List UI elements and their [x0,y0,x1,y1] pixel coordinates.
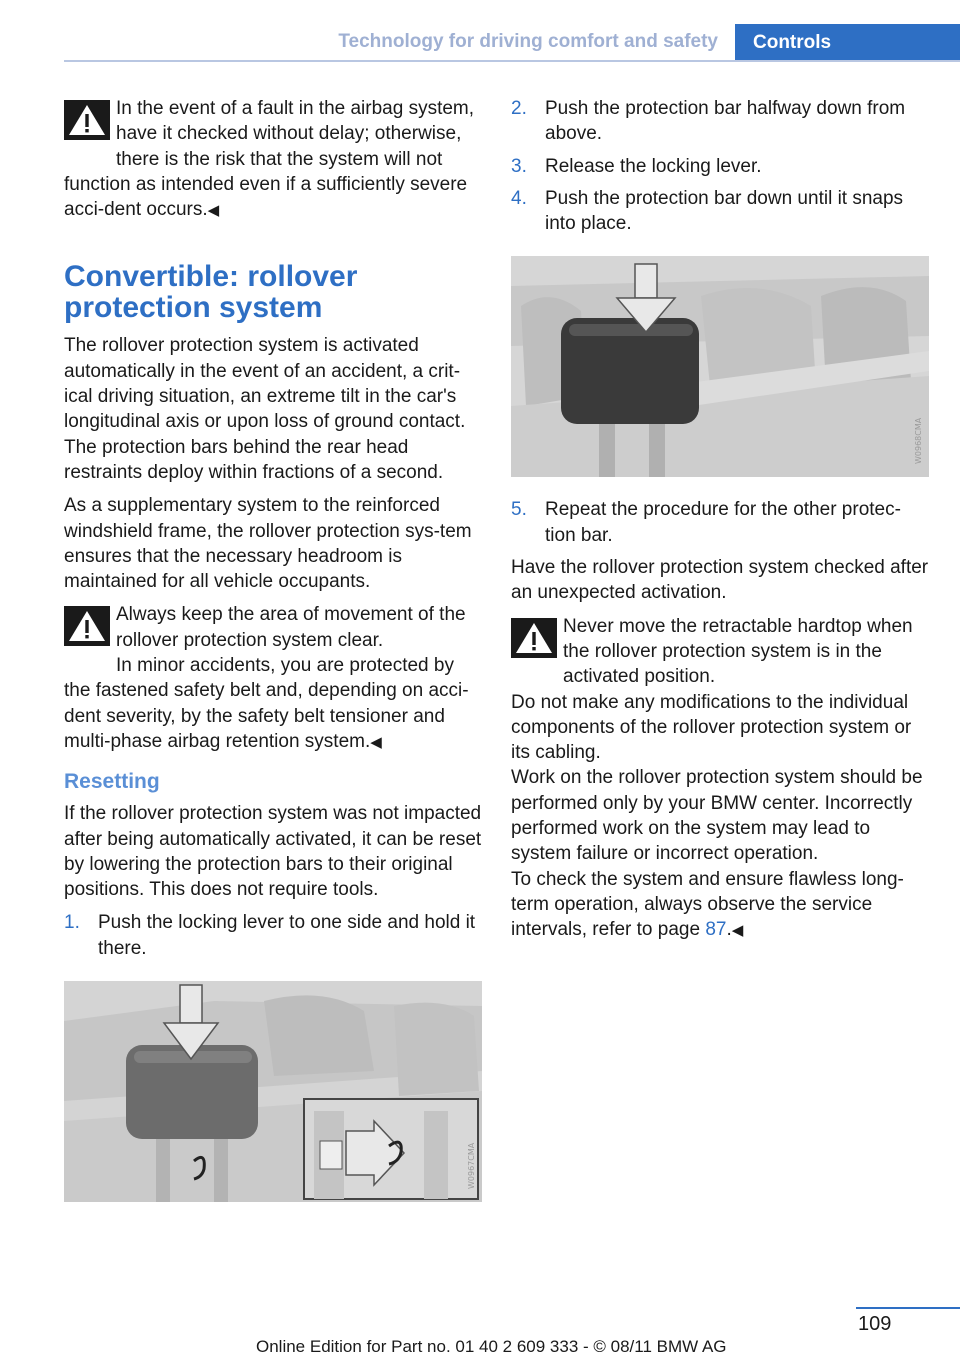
right-column [511,96,929,952]
end-mark-icon: ◀ [370,733,382,751]
service-text-end: . [726,919,732,941]
warning-icon [511,618,563,666]
warning-text-rest: activated position. [563,666,716,688]
hardtop-warning [511,614,929,944]
warning-icon [64,606,116,654]
figure-locking-lever [64,981,482,1202]
step-text: Repeat the procedure for the other protec-tion bar. [545,499,901,546]
page-number: 109 [858,1313,892,1335]
step-number: 1. [64,912,80,934]
figure-code: W0968CMA [914,418,923,465]
left-column [64,96,482,1202]
warning-icon [64,100,116,148]
movement-area-warning [64,602,482,755]
header-rule [64,60,960,62]
warning-text-lead: Always keep the area of movement of the rollover protection system clear. [116,604,466,651]
subsection-heading: Resetting [64,770,160,794]
warning-text-lead: Never move the retractable hardtop when the rollover protection system is in the [563,615,913,662]
warning-service-intervals [511,867,929,944]
header-section-title: Technology for driving comfort and safety [338,31,718,52]
step-text: Release the locking lever. [545,155,762,177]
step-5 [511,497,929,548]
paragraph-check-after-activation: Have the rollover protection system checked after an unexpected activation. [511,557,929,604]
figure-protection-bar [511,256,929,477]
end-mark-icon: ◀ [731,922,744,940]
header-chapter-tab: Controls [735,24,960,62]
step-3 [511,154,929,179]
locking-lever-illustration [64,981,482,1202]
step-4 [511,186,929,237]
warning-bmw-center: Work on the rollover protection system should be performed only by your BMW center. Incorrectly performed work on the system may lead to system failure or incorrect operation. [511,767,923,865]
step-1 [64,910,482,961]
warning-text-rest: In minor accidents, you are protected by the fastened safety belt and, depending on acci-dent severity, by the safety belt tensioner and multi-phase airbag retention system. [64,655,469,752]
footer-edition: Online Edition for Part no. 01 40 2 609 333 - © 08/11 BMW AG [256,1337,727,1356]
paragraph-headroom: As a supplementary system to the reinforced windshield frame, the rollover protection sys-tem ensures that the necessary headroom is maintained for all vehicle occupants. [64,495,472,593]
page-header [0,0,960,62]
step-number: 4. [511,187,527,209]
warning-text-lead: In the event of a fault in the airbag system, have it checked without delay; otherwise, [116,98,475,145]
step-text: Push the locking lever to one side and hold it there. [98,912,476,959]
end-mark-icon: ◀ [207,202,220,220]
warning-text-rest: there is the risk that the system will not function as intended even if a sufficiently severe acci-dent occurs. [64,148,468,221]
paragraph-activation: The rollover protection system is activated automatically in the event of an accident, a crit-ical driving situation, an extreme tilt in the car's longitudinal axis or upon loss of ground contact. The protection bars behind the rear head restraints deploy within fractions of a second. [64,335,466,483]
step-text: Push the protection bar halfway down from above. [545,98,906,145]
figure-code: W0967CMA [467,1142,476,1190]
paragraph-resetting: If the rollover protection system was not impacted after being automatically activated, it can be reset by lowering the protection bars to their original positions. This does not require tools. [64,803,482,901]
service-text: To check the system and ensure flawless long-term operation, always observe the service intervals, refer to page [511,868,904,941]
warning-modifications: Do not make any modifications to the individual components of the rollover protection system or its cabling. [511,691,912,764]
footer-rule [856,1307,960,1309]
section-heading: Convertible: rollover protection system [64,260,358,325]
step-number: 3. [511,155,527,177]
step-number: 5. [511,499,527,521]
step-number: 2. [511,98,527,119]
step-text: Push the protection bar down until it snaps into place. [545,187,904,235]
airbag-fault-warning [64,96,482,223]
step-2 [511,96,929,147]
page-reference-link[interactable]: 87 [705,919,727,941]
protection-bar-illustration [511,256,929,477]
